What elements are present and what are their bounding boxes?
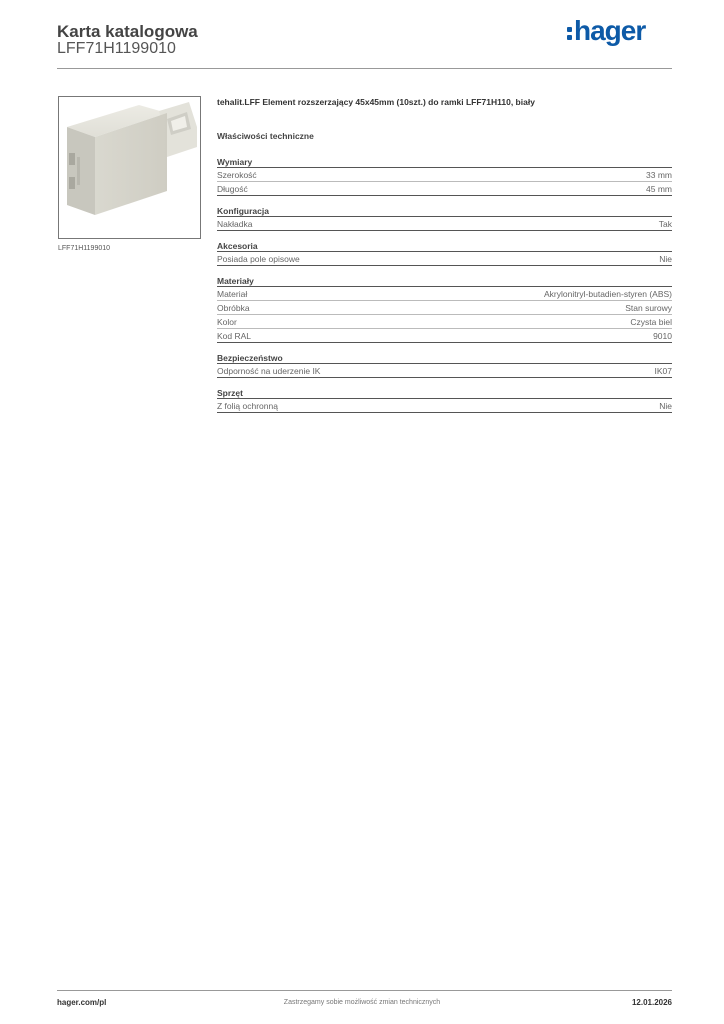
property-row (217, 217, 672, 231)
property-group (217, 156, 672, 196)
header-divider (57, 68, 672, 69)
property-row (217, 315, 672, 329)
property-row (217, 364, 672, 378)
group-title: Bezpieczeństwo (217, 352, 672, 364)
group-title: Materiały (217, 275, 672, 287)
property-row (217, 182, 672, 196)
property-value: 9010 (653, 331, 672, 341)
document-title: Karta katalogowa (57, 22, 198, 41)
footer-website[interactable]: hager.com/pl (57, 998, 107, 1007)
property-group (217, 205, 672, 231)
footer-disclaimer: Zastrzegamy sobie możliwość zmian technicznych (283, 999, 441, 1006)
footer-date: 12.01.2026 (631, 998, 672, 1007)
property-label: Posiada pole opisowe (217, 254, 300, 264)
property-label: Szerokość (217, 170, 257, 180)
property-label: Obróbka (217, 303, 250, 313)
logo-dots-icon (567, 27, 573, 41)
property-label: Z folią ochronną (217, 401, 278, 411)
product-code: LFF71H1199010 (57, 40, 176, 57)
property-label: Kolor (217, 317, 237, 327)
property-value: IK07 (654, 366, 672, 376)
logo-text: hager (574, 15, 646, 46)
property-value: 33 mm (646, 170, 672, 180)
property-row (217, 252, 672, 266)
property-value: 45 mm (646, 184, 672, 194)
property-label: Nakładka (217, 219, 253, 229)
group-title: Konfiguracja (217, 205, 672, 217)
property-value: Akrylonitryl-butadien-styren (ABS) (543, 289, 672, 299)
technical-properties-heading: Właściwości techniczne (217, 131, 314, 141)
property-label: Materiał (217, 289, 248, 299)
property-row (217, 329, 672, 343)
property-group (217, 352, 672, 378)
property-groups (217, 156, 672, 422)
property-value: Nie (659, 254, 672, 264)
property-row (217, 287, 672, 301)
property-label: Kod RAL (217, 331, 252, 341)
group-title: Wymiary (217, 156, 672, 168)
property-row (217, 399, 672, 413)
product-description: tehalit.LFF Element rozszerzający 45x45mm (10szt.) do ramki LFF71H110, biały (217, 97, 535, 107)
property-label: Odporność na uderzenie IK (217, 366, 321, 376)
property-group (217, 275, 672, 343)
property-value: Tak (658, 219, 672, 229)
property-value: Nie (659, 401, 672, 411)
image-caption: LFF71H1199010 (58, 245, 111, 252)
product-photo-icon (59, 97, 200, 238)
property-value: Stan surowy (625, 303, 672, 313)
group-title: Sprzęt (217, 387, 672, 399)
group-title: Akcesoria (217, 240, 672, 252)
footer-divider (57, 990, 672, 991)
property-row (217, 301, 672, 315)
property-group (217, 240, 672, 266)
product-image (58, 96, 201, 239)
property-row (217, 168, 672, 182)
property-value: Czysta biel (630, 317, 672, 327)
property-label: Długość (217, 184, 248, 194)
property-group (217, 387, 672, 413)
hager-logo (567, 16, 659, 48)
